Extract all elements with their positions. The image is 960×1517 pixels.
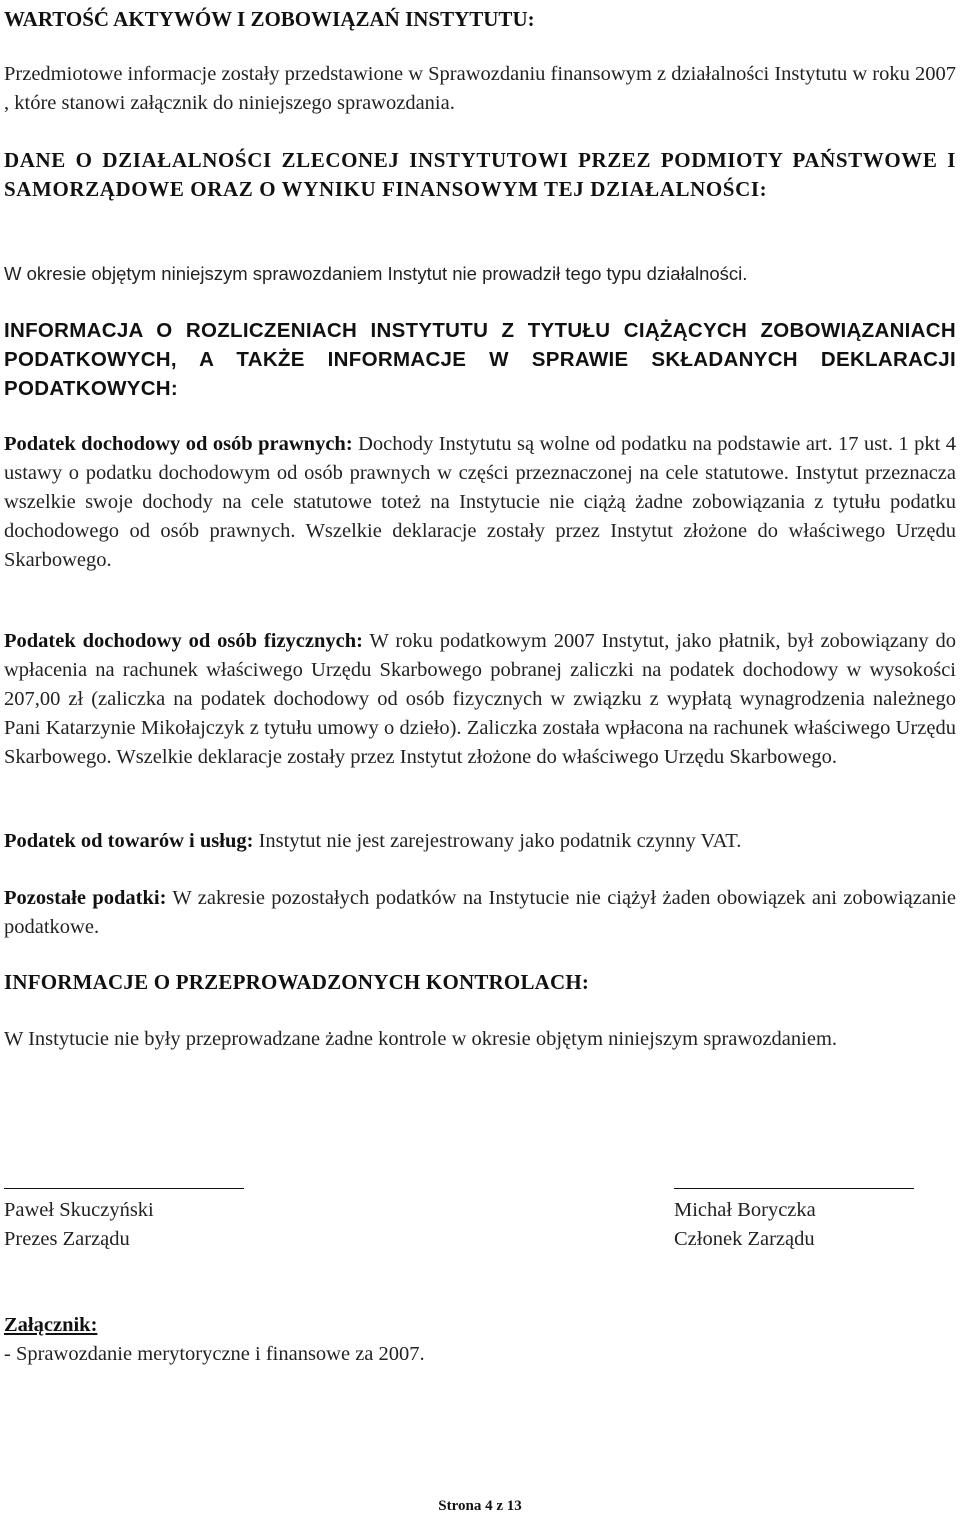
- attachment-item: - Sprawozdanie merytoryczne i finansowe za 2007.: [4, 1343, 425, 1365]
- paragraph-commissioned-activity: W okresie objętym niniejszym sprawozdaniem Instytut nie prowadził tego typu działalności.: [4, 263, 748, 284]
- paragraph-corporate-income-tax: [4, 430, 956, 575]
- paragraph-vat: [4, 827, 956, 856]
- paragraph-other-taxes: [4, 884, 956, 942]
- signature-line-right: [674, 1188, 914, 1189]
- label-vat: Podatek od towarów i usług:: [4, 830, 254, 852]
- attachment-section: [4, 1311, 956, 1369]
- text-personal-income-tax: W roku podatkowym 2007 Instytut, jako płatnik, był zobowiązany do wpłacenia na rachunek właściwego Urzędu Skarbowego pobranej zaliczki na podatek dochodowy w wysokości 207,00 zł (zaliczka na podatek dochodowy od osób fizycznych w związku z wypłatą wynagrodzenia należnego Pani Katarzynie Mikołajczyk z tytułu umowy o dzieło). Zaliczka została wpłacona na rachunek właściwego Urzędu Skarbowego. Wszelkie deklaracje zostały przez Instytut złożone do właściwego Urzędu Skarbowego.: [4, 630, 956, 768]
- paragraph-personal-income-tax: [4, 627, 956, 772]
- attachment-title: Załącznik:: [4, 1314, 98, 1336]
- heading-tax-settlements: INFORMACJA O ROZLICZENIACH INSTYTUTU Z TYTUŁU CIĄŻĄCYCH ZOBOWIĄZANIACH PODATKOWYCH, A TAKŻE INFORMACJE W SPRAWIE SKŁADANYCH DEKLARACJI PODATKOWYCH:: [4, 319, 956, 400]
- signatory-name: Michał Boryczka: [674, 1199, 816, 1221]
- text-corporate-income-tax: Dochody Instytutu są wolne od podatku na podstawie art. 17 ust. 1 pkt 4 ustawy o podatku dochodowym od osób prawnych w części przeznaczonej na cele statutowe. Instytut przeznacza wszelkie swoje dochody na cele statutowe toteż na Instytucie nie ciążą żadne zobowiązania z tytułu podatku dochodowego od osób prawnych. Wszelkie deklaracje zostały przez Instytut złożone do właściwego Urzędu Skarbowego.: [4, 433, 956, 571]
- paragraph-assets-liabilities: Przedmiotowe informacje zostały przedstawione w Sprawozdaniu finansowym z działalności Instytutu w roku 2007 , które stanowi załącznik do niniejszego sprawozdania.: [4, 63, 956, 114]
- signatory-role: Prezes Zarządu: [4, 1228, 130, 1250]
- page-number: Strona 4 z 13: [438, 1498, 522, 1514]
- heading-assets-liabilities: WARTOŚĆ AKTYWÓW I ZOBOWIĄZAŃ INSTYTUTU:: [4, 7, 535, 31]
- signature-line-left: [4, 1188, 244, 1189]
- text-vat: Instytut nie jest zarejestrowany jako podatnik czynny VAT.: [253, 830, 742, 852]
- paragraph-inspections: W Instytucie nie były przeprowadzane żadne kontrole w okresie objętym niniejszym sprawozdaniem.: [4, 1028, 838, 1050]
- signatory-name: Paweł Skuczyński: [4, 1199, 154, 1221]
- text-other-taxes: W zakresie pozostałych podatków na Instytucie nie ciążył żaden obowiązek ani zobowiązanie podatkowe.: [4, 887, 956, 938]
- label-personal-income-tax: Podatek dochodowy od osób fizycznych:: [4, 630, 363, 652]
- label-corporate-income-tax: Podatek dochodowy od osób prawnych:: [4, 433, 353, 455]
- signatory-role: Członek Zarządu: [674, 1228, 815, 1250]
- label-other-taxes: Pozostałe podatki:: [4, 887, 167, 909]
- heading-inspections: INFORMACJE O PRZEPROWADZONYCH KONTROLACH:: [4, 970, 590, 994]
- signature-left: [4, 1196, 154, 1254]
- heading-commissioned-activity: DANE O DZIAŁALNOŚCI ZLECONEJ INSTYTUTOWI PRZEZ PODMIOTY PAŃSTWOWE I SAMORZĄDOWE ORAZ O WYNIKU FINANSOWYM TEJ DZIAŁALNOŚCI:: [4, 148, 956, 201]
- signature-right: [674, 1196, 816, 1254]
